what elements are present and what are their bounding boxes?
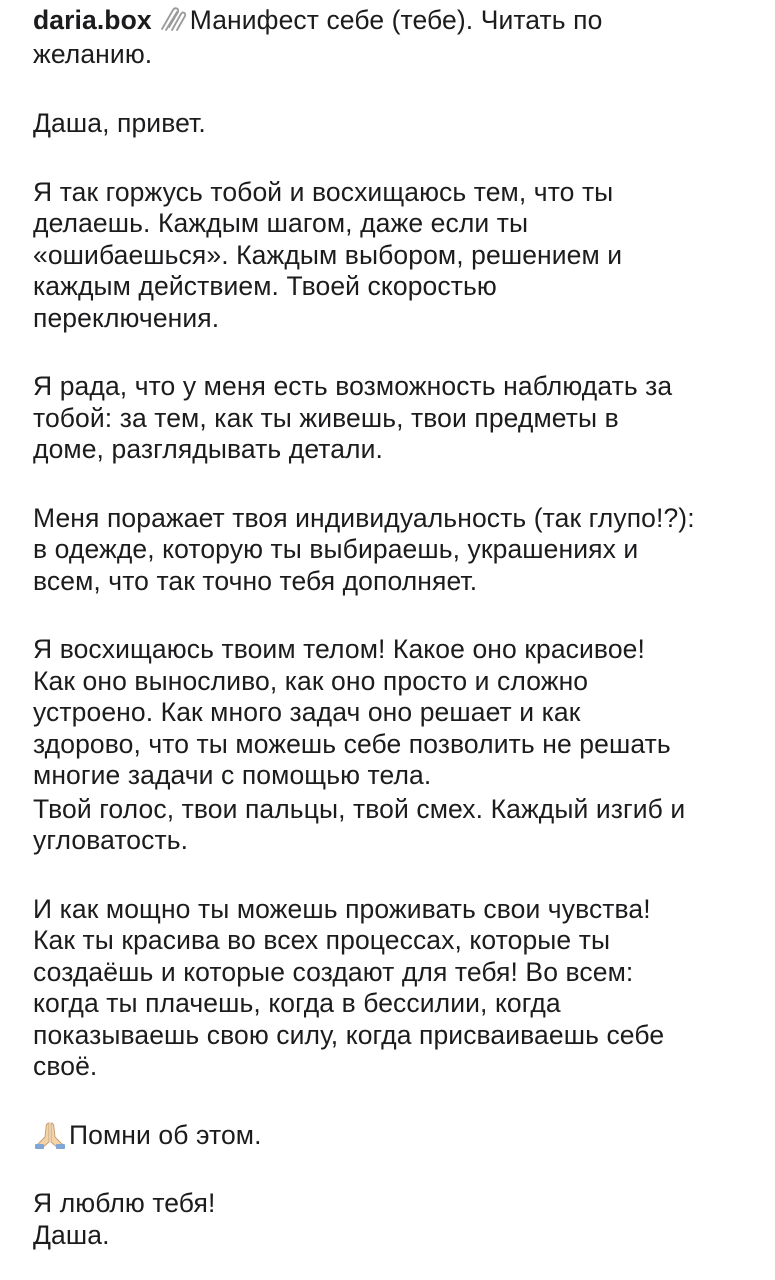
- paragraph-voice: [33, 794, 745, 857]
- remember-line: [33, 1120, 745, 1152]
- text-line: Я восхищаюсь твоим телом! Какое оно красивое!: [33, 634, 645, 664]
- paragraph-observe: [33, 371, 745, 466]
- spacer: [33, 857, 745, 894]
- spacer: [33, 71, 745, 108]
- paragraph-individuality: [33, 503, 745, 598]
- text-line: здорово, что ты можешь себе позволить не решать: [33, 728, 671, 759]
- spacer: [33, 140, 745, 177]
- paragraph-pride: [33, 177, 745, 335]
- text-line: Я так горжусь тобой и восхищаюсь тем, что ты: [33, 176, 614, 207]
- closing: [33, 1188, 745, 1251]
- greeting: Даша, привет.: [33, 108, 206, 138]
- signature: Даша.: [33, 1219, 110, 1250]
- paperclip-icon: [158, 5, 188, 33]
- text-line: своё.: [33, 1051, 98, 1081]
- spacer: [33, 1083, 745, 1120]
- caption-header: [33, 3, 745, 71]
- paragraph-body: [33, 634, 745, 792]
- text-line: всем, что так точно тебя дополняет.: [33, 565, 478, 596]
- text-line: тобой: за тем, как ты живешь, твои предметы в: [33, 402, 619, 433]
- text-line: «ошибаешься». Каждым выбором, решением и: [33, 239, 623, 270]
- text-line: доме, разглядывать детали.: [33, 434, 383, 464]
- text-line: Я рада, что у меня есть возможность наблюдать за: [33, 371, 673, 401]
- praying-hands-icon: [33, 1120, 67, 1150]
- caption-title-cont: желанию.: [33, 39, 153, 69]
- closing-text: Я люблю тебя!: [33, 1188, 216, 1218]
- author-username[interactable]: daria.box: [33, 5, 152, 35]
- remember-text: Помни об этом.: [69, 1119, 262, 1150]
- spacer: [33, 1151, 745, 1188]
- caption-title: Манифест себе (тебе). Читать по: [189, 5, 603, 35]
- text-line: делаешь. Каждым шагом, даже если ты: [33, 208, 529, 238]
- text-line: И как мощно ты можешь проживать свои чувства!: [33, 893, 651, 924]
- text-line: переключения.: [33, 302, 220, 333]
- text-line: Твой голос, твои пальцы, твой смех. Каждый изгиб и: [33, 793, 686, 824]
- text-line: Как оно выносливо, как оно просто и сложно: [33, 665, 589, 696]
- text-line: многие задачи с помощью тела.: [33, 760, 432, 790]
- text-line: когда ты плачешь, когда в бессилии, когда: [33, 988, 561, 1018]
- text-line: устроено. Как много задач оно решает и как: [33, 697, 581, 727]
- text-line: показываешь свою силу, когда присваиваешь себе: [33, 1019, 665, 1050]
- spacer: [33, 597, 745, 634]
- spacer: [33, 466, 745, 503]
- text-line: угловатость.: [33, 825, 189, 855]
- spacer: [33, 334, 745, 371]
- text-line: Как ты красива во всех процессах, которые ты: [33, 925, 611, 955]
- text-line: создаёшь и которые создают для тебя! Во всем:: [33, 956, 634, 987]
- text-line: каждым действием. Твоей скоростью: [33, 271, 497, 301]
- text-line: Меня поражает твоя индивидуальность (так глупо!?):: [33, 502, 695, 533]
- text-line: в одежде, которую ты выбираешь, украшениях и: [33, 534, 639, 564]
- paragraph-feelings: [33, 894, 745, 1083]
